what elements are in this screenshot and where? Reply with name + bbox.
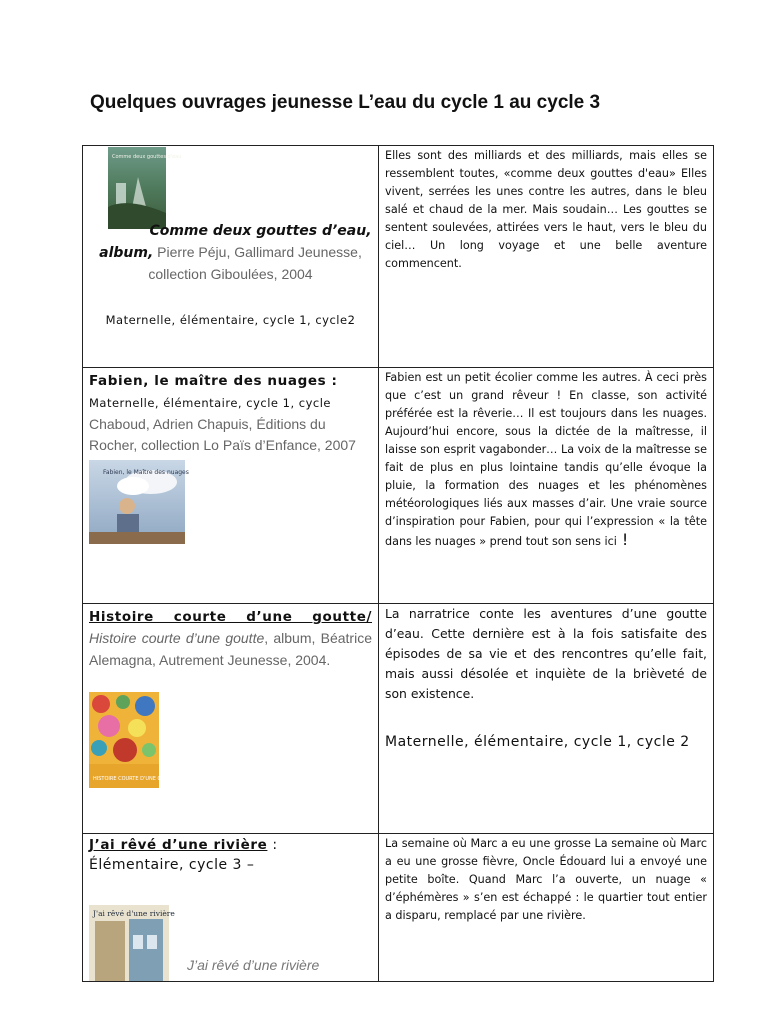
table-row <box>83 368 714 604</box>
book-cover-image <box>108 147 182 229</box>
book-title: J’ai rêvé d’une rivière <box>89 837 268 853</box>
book-title: Histoire courte d’une goutte/ <box>89 609 372 625</box>
book-description: La narratrice conte les aventures d’une goutte d’eau. Cette dernière est à la fois satisfaite des épisodes de sa vie et des rencontres qu’elle fait, mais aussi désolée et inquiète de la brièveté de son existence. <box>385 606 707 701</box>
book-title: Comme deux gouttes d’eau, album, <box>99 223 372 261</box>
book-description-cell <box>379 146 714 368</box>
book-description-cell <box>379 834 714 982</box>
book-author-info: , album, Béatrice Alemagna, Autrement Jeunesse, 2004. <box>89 630 372 668</box>
book-level: Maternelle, élémentaire, cycle 1, cycle <box>89 396 331 410</box>
book-info-cell <box>83 604 379 834</box>
book-author-info: Pierre Péju, Gallimard Jeunesse, collection Giboulées, 2004 <box>148 244 362 282</box>
table-row <box>83 834 714 982</box>
svg-text:J'ai rêvé d'une rivière: J'ai rêvé d'une rivière <box>93 909 175 918</box>
book-info-cell <box>83 146 379 368</box>
svg-text:Comme deux gouttes d'eau: Comme deux gouttes d'eau <box>112 154 182 160</box>
book-description: Elles sont des milliards et des milliards, mais elles se ressemblent toutes, «comme deux gouttes d'eau» Elles vivent, serrées les unes contre les autres, dans le bleu salé et chaud de la mer. Mais soudain… Les gouttes se sentent soulevées, attirées vers le haut, vers le bleu du ciel… Un long voyage et une belle aventure commencent. <box>385 149 707 270</box>
book-description: Fabien est un petit écolier comme les autres. À ceci près que c’est un grand rêveur ! En classe, son activité préférée est la rêverie… Il est toujours dans les nuages. Aujourd’hui encore, sous la dictée de la maîtresse, il laisse son esprit vagabonder… La voix de la maîtresse se fait de plus en plus lointaine tandis qu’elle évoque la pluie, la formation des nuages et les phénomènes météorologiques liés aux masses d’air. Une vraie source d’inspiration pour Fabien, pour qui l’expression « la tête dans les nuages » prend tout son sens ici ! <box>385 371 707 549</box>
book-info-cell <box>83 368 379 604</box>
svg-text:Fabien, le Maître des nuages: Fabien, le Maître des nuages <box>103 469 189 476</box>
book-title-separator: : <box>267 837 278 853</box>
book-cover-image <box>89 692 179 788</box>
book-description: La semaine où Marc a eu une grosse La semaine où Marc a eu une grosse fièvre, Oncle Édouard lui a envoyé une petite boîte. Quand Marc l’a ouverte, un nuage « d’éphémères » s’en est échappé : le quartier tout entier a disparu, remplacé par une rivière. <box>385 837 707 922</box>
book-level: Élémentaire, cycle 3 – <box>89 857 255 873</box>
book-description-cell <box>379 604 714 834</box>
book-cover-image <box>89 905 175 981</box>
page-title: Quelques ouvrages jeunesse L’eau du cycle 1 au cycle 3 <box>90 92 601 113</box>
table-row <box>83 604 714 834</box>
book-author-info: Chaboud, Adrien Chapuis, Éditions du Rocher, collection Lo Païs d’Enfance, 2007 <box>89 416 356 453</box>
svg-text:HISTOIRE COURTE D'UNE GOUTTE: HISTOIRE COURTE D'UNE GOUTTE <box>93 776 179 782</box>
book-cover-image <box>89 460 189 544</box>
book-info-cell <box>83 834 379 982</box>
table-row <box>83 146 714 368</box>
book-level: Maternelle, élémentaire, cycle 1, cycle 2 <box>385 734 690 750</box>
book-title: Fabien, le maître des nuages : <box>89 373 338 389</box>
book-caption: J’ai rêvé d’une rivière <box>187 957 320 973</box>
book-level: Maternelle, élémentaire, cycle 1, cycle2 <box>105 313 356 327</box>
book-description-cell <box>379 368 714 604</box>
books-table <box>82 145 714 982</box>
book-title-italic: Histoire courte d’une goutte <box>89 630 265 646</box>
